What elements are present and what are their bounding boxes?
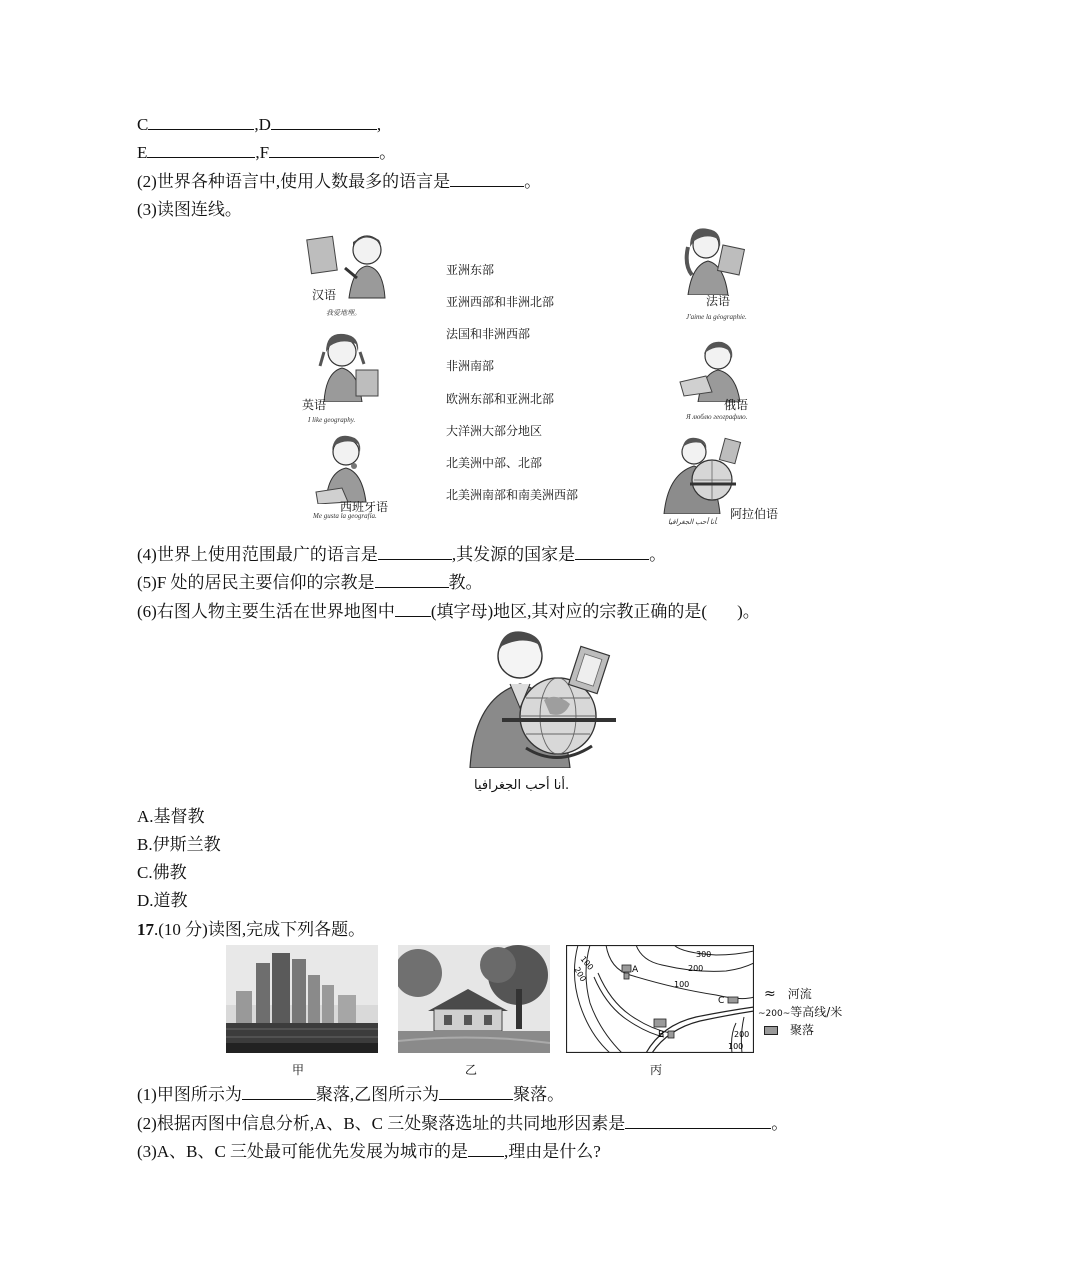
blank-c[interactable] bbox=[148, 113, 254, 130]
question-16-4: (4)世界上使用范围最广的语言是 ,其发源的国家是 。 bbox=[137, 545, 667, 564]
question-17-title: 17.(10 分)读图,完成下列各题。 bbox=[137, 920, 366, 939]
region-east-asia[interactable]: 亚洲东部 bbox=[446, 263, 495, 277]
question-16-5: (5)F 处的居民主要信仰的宗教是 教。 bbox=[137, 573, 483, 592]
question-16-3: (3)读图连线。 bbox=[137, 200, 242, 219]
label-french: 法语 bbox=[706, 294, 731, 308]
contour-label-100-left: 100 bbox=[578, 954, 596, 972]
region-west-asia-north-africa[interactable]: 亚洲西部和非洲北部 bbox=[446, 295, 555, 309]
question-16-2: (2)世界各种语言中,使用人数最多的语言是 。 bbox=[137, 172, 542, 191]
blank-f-religion[interactable] bbox=[375, 571, 449, 588]
contour-label-200: 200 bbox=[688, 964, 704, 973]
contour-label-200-left: 200 bbox=[572, 965, 588, 984]
sample-chinese: 我爱地理。 bbox=[326, 309, 361, 317]
region-south-north-america-west-south-america[interactable]: 北美洲南部和南美洲西部 bbox=[446, 488, 579, 502]
sample-arabic: أنا أحب الجغرافيا. bbox=[668, 518, 718, 526]
sample-russian: Я люблю географию. bbox=[686, 413, 748, 421]
region-france-west-africa[interactable]: 法国和非洲西部 bbox=[446, 327, 531, 341]
contour-label-200-right: 200 bbox=[734, 1030, 750, 1039]
arabic-boy-globe-figure bbox=[466, 628, 618, 768]
answer-line-ef: E ,F 。 bbox=[137, 143, 397, 162]
settlement-label-a: A bbox=[632, 965, 639, 975]
contour-symbol: ~200~ bbox=[758, 1009, 791, 1019]
contour-label-100: 100 bbox=[674, 980, 690, 989]
spanish-girl-illustration bbox=[312, 432, 384, 504]
photo-rural-yi bbox=[398, 945, 550, 1053]
question-17-1: (1)甲图所示为 聚落,乙图所示为 聚落。 bbox=[137, 1085, 565, 1104]
region-south-africa[interactable]: 非洲南部 bbox=[446, 359, 495, 373]
caption-jia: 甲 bbox=[292, 1063, 305, 1077]
answer-line-cd: C ,D , bbox=[137, 115, 382, 134]
blank-f[interactable] bbox=[269, 141, 379, 158]
label-russian: 俄语 bbox=[724, 398, 749, 412]
arabic-boy-illustration bbox=[660, 434, 750, 514]
sample-english: I like geography. bbox=[308, 416, 356, 424]
blank-settlement-jia[interactable] bbox=[242, 1083, 316, 1100]
label-chinese: 汉语 bbox=[312, 288, 337, 302]
contour-map-bing bbox=[566, 945, 754, 1053]
figure-caption-arabic: أنا أحب الجغرافيا. bbox=[474, 778, 570, 793]
legend-contour: ~200~等高线/米 bbox=[758, 1005, 843, 1019]
question-17-2: (2)根据丙图中信息分析,A、B、C 三处聚落选址的共同地形因素是 。 bbox=[137, 1114, 789, 1133]
blank-city-choice[interactable] bbox=[468, 1140, 504, 1157]
blank-terrain-factor[interactable] bbox=[625, 1112, 771, 1129]
settlement-symbol-icon bbox=[764, 1026, 778, 1035]
label-arabic: 阿拉伯语 bbox=[730, 507, 779, 521]
region-east-europe-north-asia[interactable]: 欧洲东部和亚洲北部 bbox=[446, 392, 555, 406]
map-legend bbox=[758, 985, 843, 1039]
option-c[interactable]: C.佛教 bbox=[137, 863, 187, 882]
contour-label-100-right: 100 bbox=[728, 1042, 744, 1051]
option-a[interactable]: A.基督教 bbox=[137, 807, 205, 826]
blank-settlement-yi[interactable] bbox=[439, 1083, 513, 1100]
river-symbol-icon: ≈ bbox=[764, 986, 776, 1002]
french-girl-illustration bbox=[680, 225, 752, 295]
caption-yi: 乙 bbox=[465, 1063, 478, 1077]
sample-french: J'aime la géographie. bbox=[686, 313, 747, 321]
blank-region-letter[interactable] bbox=[395, 600, 431, 617]
settlement-label-b: B bbox=[658, 1030, 665, 1040]
region-oceania[interactable]: 大洋洲大部分地区 bbox=[446, 424, 543, 438]
caption-bing: 丙 bbox=[650, 1063, 663, 1077]
blank-widest-language[interactable] bbox=[378, 543, 452, 560]
blank-origin-country[interactable] bbox=[575, 543, 649, 560]
contour-label-300: 300 bbox=[696, 950, 712, 959]
photo-city-jia bbox=[226, 945, 378, 1053]
english-girl-illustration bbox=[312, 330, 384, 402]
option-d[interactable]: D.道教 bbox=[137, 891, 188, 910]
region-central-north-america[interactable]: 北美洲中部、北部 bbox=[446, 456, 543, 470]
label-spanish: 西班牙语 bbox=[340, 500, 389, 514]
question-16-6: (6)右图人物主要生活在世界地图中 (填字母)地区,其对应的宗教正确的是( )。 bbox=[137, 602, 760, 621]
option-b[interactable]: B.伊斯兰教 bbox=[137, 835, 221, 854]
sample-spanish: Me gusta la geografía. bbox=[313, 512, 377, 520]
label-english: 英语 bbox=[302, 398, 327, 412]
blank-most-spoken-language[interactable] bbox=[450, 170, 524, 187]
blank-e[interactable] bbox=[147, 141, 255, 158]
question-17-3: (3)A、B、C 三处最可能优先发展为城市的是 ,理由是什么? bbox=[137, 1142, 601, 1161]
legend-settlement: 聚落 bbox=[764, 1021, 842, 1039]
legend-river: ≈ 河流 bbox=[764, 986, 812, 1002]
blank-d[interactable] bbox=[271, 113, 377, 130]
russian-boy-illustration bbox=[678, 338, 750, 402]
settlement-label-c: C bbox=[718, 996, 725, 1006]
